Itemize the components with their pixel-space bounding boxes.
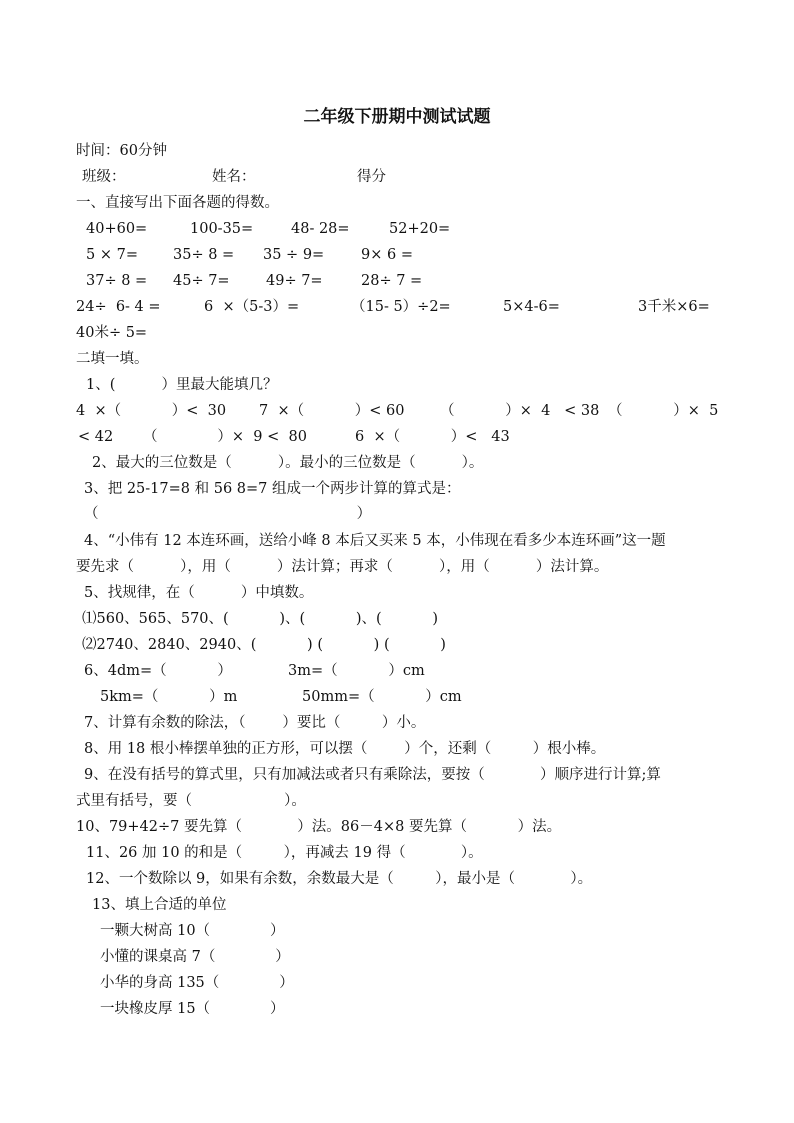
unit-fill-item: 小懂的课桌高 7（ ） bbox=[100, 949, 290, 965]
question-13: 13、填上合适的单位 bbox=[92, 897, 227, 913]
question-4: 4、“小伟有 12 本连环画，送给小峰 8 本后又买来 5 本，小伟现在看多少本连环画”这一题 bbox=[84, 533, 666, 549]
section2-heading: 二填一填。 bbox=[76, 351, 149, 367]
question-4-cont: 要先求（ ），用（ ）法计算；再求（ ），用（ ）法计算。 bbox=[76, 559, 609, 575]
question-7: 7、计算有余数的除法，（ ）要比（ ）小。 bbox=[84, 715, 426, 731]
calc-item: 5×4-6= bbox=[503, 299, 560, 315]
unit-item: 50mm=（ ）cm bbox=[302, 689, 462, 705]
answer-blank: （ ） bbox=[84, 506, 372, 522]
fill-item: （ ）× 4 < 38 bbox=[440, 403, 600, 419]
unit-item: 3m=（ ）cm bbox=[288, 663, 425, 679]
calc-item: 45÷ 7= bbox=[173, 273, 230, 289]
unit-fill-item: 一块橡皮厚 15（ ） bbox=[100, 1001, 285, 1017]
page-title: 二年级下册期中测试试题 bbox=[303, 107, 491, 127]
question-1: 1、( ）里最大能填几？ bbox=[86, 377, 278, 393]
question-12: 12、一个数除以 9，如果有余数，余数最大是（ ），最小是（ ）。 bbox=[86, 871, 593, 887]
question-9: 9、在没有括号的算式里，只有加减法或者只有乘除法，要按（ ）顺序进行计算;算 bbox=[84, 767, 661, 783]
calc-item: 100-35= bbox=[190, 221, 254, 237]
fill-item: （ ）× 9 < 80 bbox=[143, 429, 307, 445]
calc-item: （15- 5）÷2= bbox=[351, 299, 451, 315]
unit-fill-item: 小华的身高 135（ ） bbox=[100, 975, 294, 991]
unit-item: 6、4dm=（ ） bbox=[84, 663, 232, 679]
time-limit: 时间：60分钟 bbox=[76, 143, 167, 159]
question-8: 8、用 18 根小棒摆单独的正方形，可以摆（ ）个，还剩（ ）根小棒。 bbox=[84, 741, 606, 757]
section1-heading: 一、直接写出下面各题的得数。 bbox=[76, 195, 279, 211]
question-5: 5、找规律，在（ ）中填数。 bbox=[84, 585, 314, 601]
calc-item: 37÷ 8 = bbox=[86, 273, 148, 289]
question-11: 11、26 加 10 的和是（ ），再减去 19 得（ ）。 bbox=[86, 845, 483, 861]
calc-item: 49÷ 7= bbox=[266, 273, 323, 289]
fill-item: 7 ×（ ）< 60 bbox=[259, 403, 405, 419]
class-label: 班级： bbox=[82, 169, 126, 185]
fill-item: 4 ×（ ）< 30 bbox=[76, 403, 227, 419]
calc-item: 24÷ 6- 4 = bbox=[76, 299, 161, 315]
calc-item: 28÷ 7 = bbox=[361, 273, 423, 289]
pattern-2: ⑵2740、2840、2940、( ) ( ) ( ) bbox=[82, 637, 446, 653]
pattern-1: ⑴560、565、570、( )、( )、( ) bbox=[82, 611, 439, 627]
question-3: 3、把 25-17=8 和 56 8=7 组成一个两步计算的算式是： bbox=[84, 481, 461, 497]
calc-item: 52+20= bbox=[389, 221, 451, 237]
calc-item: 40米÷ 5= bbox=[76, 325, 148, 341]
calc-item: 6 ×（5-3）= bbox=[204, 299, 300, 315]
unit-fill-item: 一颗大树高 10（ ） bbox=[100, 923, 285, 939]
question-10: 10、79+42÷7 要先算（ ）法。86－4×8 要先算（ ）法。 bbox=[76, 819, 562, 835]
score-label: 得分 bbox=[357, 169, 386, 185]
fill-item: （ ）× 5 bbox=[608, 403, 719, 419]
calc-item: 35 ÷ 9= bbox=[263, 247, 325, 263]
calc-item: 9× 6 = bbox=[361, 247, 413, 263]
calc-item: 40+60= bbox=[86, 221, 148, 237]
question-9-cont: 式里有括号，要（ ）。 bbox=[76, 793, 306, 809]
fill-item: 6 ×（ ）< 43 bbox=[355, 429, 510, 445]
calc-item: 3千米×6= bbox=[638, 299, 710, 315]
calc-item: 48- 28= bbox=[291, 221, 350, 237]
calc-item: 5 × 7= bbox=[86, 247, 138, 263]
name-label: 姓名： bbox=[212, 169, 256, 185]
fill-item: < 42 bbox=[78, 429, 114, 445]
calc-item: 35÷ 8 = bbox=[173, 247, 235, 263]
unit-item: 5km=（ ）m bbox=[100, 689, 238, 705]
question-2: 2、最大的三位数是（ ）。最小的三位数是（ ）。 bbox=[92, 455, 484, 471]
